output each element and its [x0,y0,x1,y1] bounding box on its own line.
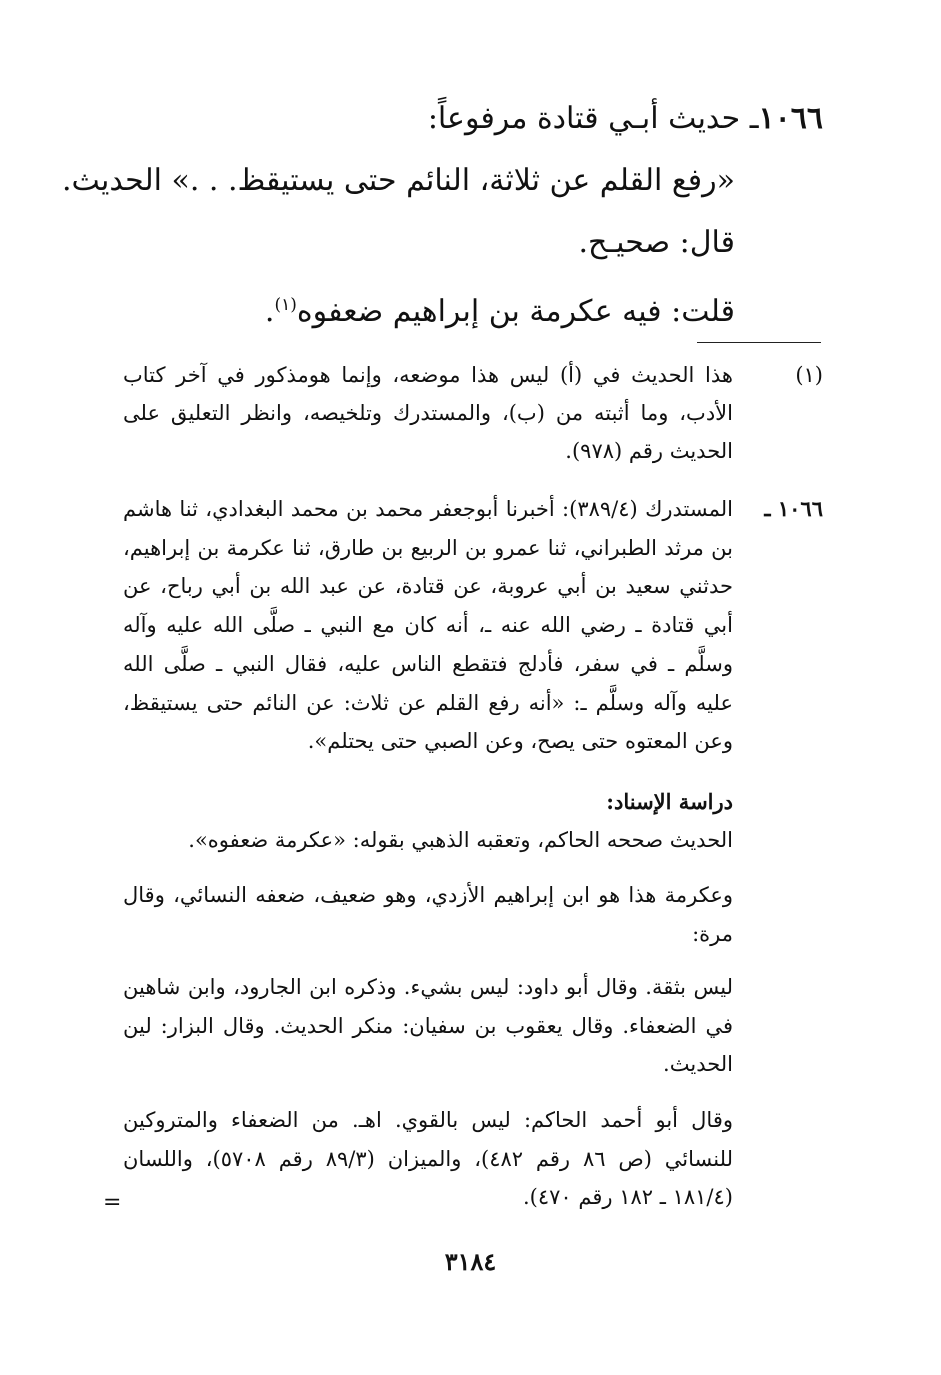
footnote-text: هذا الحديث في (أ) ليس هذا موضعه، وإنما هومذكور في آخر كتاب الأدب، وما أثبته من (ب)، والمستدرك وتلخيصه، وانظر التعليق على الحديث رقم (٩٧٨). [123,363,733,463]
commentary-number: ١٠٦٦ ـ [764,496,823,521]
qultu-line [123,274,823,343]
qultu-end-dot: . [264,294,275,329]
hadith-number: ١٠٦٦ [758,101,823,136]
commentary-text: المستدرك (٣٨٩/٤): أخبرنا أبوجعفر محمد بن محمد البغدادي، ثنا هاشم بن مرثد الطبراني، ثنا عمرو بن الربيع بن طارق، ثنا عكرمة بن إبراهيم، حدثني سعيد بن أبي عروبة، عن قتادة، عن عبد الله بن أبي رباح، عن أبي قتادة ـ رضي الله عنه ـ، أنه كان مع النبي ـ صلَّى الله عليه وآله وسلَّم ـ في سفر، فأدلج فتقطع الناس عليه، فقال النبي ـ صلَّى الله عليه وآله وسلَّم ـ: «أنه رفع القلم عن ثلاث: عن النائم حتى يستيقظ، وعن المعتوه حتى يصح، وعن الصبي حتى يحتلم». [123,497,733,754]
commentary-block [123,490,823,761]
footnote [123,356,823,470]
hadith-title: ـ حديث أبـي قتادة مرفوعاً: [427,101,759,136]
hadith-title-line [123,88,823,150]
paragraph-3: ليس بثقة. وقال أبو داود: ليس بشيء. وذكره ابن الجارود، وابن شاهين في الضعفاء. وقال يعقوب بن سفيان: منكر الحديث. وقال البزار: لين الحديث. [123,975,733,1077]
page-number: ٣١٨٤ [444,1247,497,1276]
qala-label: قال: [679,225,735,260]
qultu-label: قلت: [671,294,735,329]
footnote-number: (١) [795,363,823,387]
hadith-entry [62,88,823,343]
continuation-mark: = [103,1190,122,1215]
footnote-separator [697,342,821,343]
hadith-text: «رفع القلم عن ثلاثة، النائم حتى يستيقظ. . .» الحديث. [62,163,735,198]
paragraph-1: الحديث صححه الحاكم، وتعقبه الذهبي بقوله: «عكرمة ضعفوه». [188,828,733,852]
qala-text: صحيـح. [578,225,671,260]
footnote-reference: (١) [274,295,297,315]
qultu-text: فيه عكرمة بن إبراهيم ضعفوه [296,294,662,329]
paragraph-2: وعكرمة هذا هو ابن إبراهيم الأزدي، وهو ضعيف، ضعفه النسائي، وقال مرة: [123,883,733,946]
paragraph-4: وقال أبو أحمد الحاكم: ليس بالقوي. اهـ. من الضعفاء والمتروكين للنسائي (ص ٨٦ رقم ٤٨٢)، والميزان (٨٩/٣ رقم ٥٧٠٨)، واللسان (١٨١/٤ ـ ١٨٢ رقم ٤٧٠). [123,1108,733,1210]
section-heading: دراسة الإسناد: [606,789,733,814]
qala-line [123,212,823,274]
